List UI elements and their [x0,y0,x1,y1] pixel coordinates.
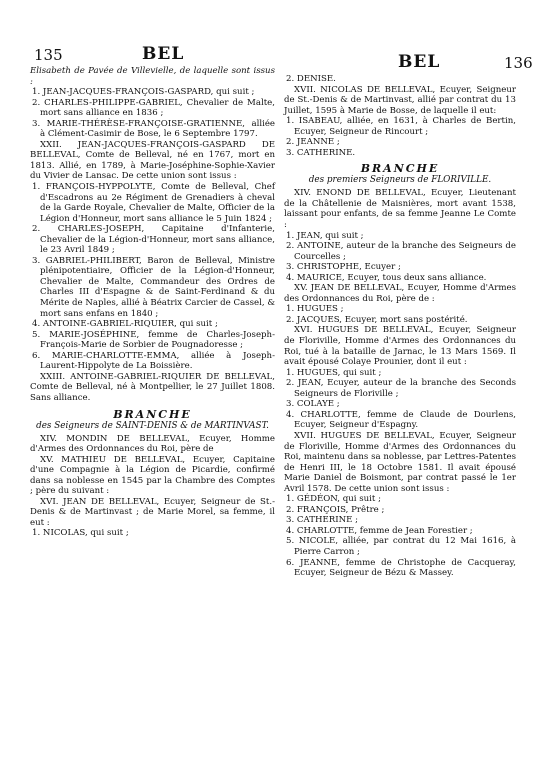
list-item: 1. HUGUES, qui suit ; [286,367,382,378]
right-text-column [284,74,516,579]
list-item: 4. MAURICE, Ecuyer, tous deux sans alliance. [286,272,487,283]
list-item: 2. CHARLES-PHILIPPE-GABRIEL, Chevalier de Malte, mort sans alliance en 1836 ; [32,97,275,119]
list-item: 2. FRANÇOIS, Prêtre ; [286,504,385,515]
list-item: 3. MARIE-THÉRÈSE-FRANÇOISE-GRATIENNE, alliée à Clément-Casimir de Bose, le 6 Septembre 1797. [32,118,275,140]
page-number-right: 136 [504,54,533,72]
list-item: 3. COLAYE ; [286,399,340,410]
section-subheading: des Seigneurs de SAINT-DENIS & de MARTINVAST. [36,420,269,431]
section-heading: BRANCHE [360,162,440,176]
list-item: 3. CHRISTOPHE, Ecuyer ; [286,262,401,273]
list-item: 4. ANTOINE-GABRIEL-RIQUIER, qui suit ; [32,319,218,330]
paragraph: XV. JEAN DE BELLEVAL, Ecuyer, Homme d'Armes des Ordonnances du Roi, père de : [284,283,516,304]
list-item: 5. NICOLE, alliée, par contrat du 12 Mai 1616, à Pierre Carron ; [286,536,516,557]
list-item: 2. CHARLES-JOSEPH, Capitaine d'Infanterie, Chevalier de la Légion-d'Honneur, mort sans alliance, le 23 Avril 1849 ; [32,224,275,256]
paragraph: XV. MATHIEU DE BELLEVAL, Ecuyer, Capitaine d'une Compagnie à la Légion de Picardie, confirmé dans sa noblesse en 1545 par la Chambre des Comptes ; père du suivant : [30,454,275,497]
paragraph: XXII. JEAN-JACQUES-FRANÇOIS-GASPARD DE BELLEVAL, Comte de Belleval, né en 1767, mort en 1813. Allié, en 1789, à Marie-Joséphine-Sophie-Xavier du Vivier de Lansac. De cette union sont issus : [30,139,275,182]
list-item: 1. FRANÇOIS-HYPPOLYTE, Comte de Belleval, Chef d'Escadrons au 2e Régiment de Grenadiers à cheval de la Garde Royale, Chevalier de Malte, Officier de la Légion d'Honneur, mort sans alliance le 5 Juin 1824 ; [32,182,275,224]
running-header [0,38,541,72]
paragraph: Elisabeth de Pavée de Villevielle, de laquelle sont issus : [30,66,275,87]
list-item: 2. JEAN, Ecuyer, auteur de la branche des Seconds Seigneurs de Floriville ; [286,378,516,399]
list-item: 1. JEAN-JACQUES-FRANÇOIS-GASPARD, qui suit ; [32,87,255,98]
list-item: 1. GÉDÉON, qui suit ; [286,494,382,505]
list-item: 3. CATHERINE ; [286,515,359,526]
paragraph: XVI. JEAN DE BELLEVAL, Ecuyer, Seigneur de St.-Denis & de Martinvast ; de Marie Morel, sa femme, il eut : [30,496,275,528]
paragraph: XVI. HUGUES DE BELLEVAL, Ecuyer, Seigneur de Floriville, Homme d'Armes des Ordonnances du Roi, tué à la bataille de Jarnac, le 13 Mars 1569. Il avait épousé Colaye Prounier, dont il eut : [284,325,516,368]
section-heading: BRANCHE [113,407,192,421]
list-item: 6. MARIE-CHARLOTTE-EMMA, alliée à Joseph-Laurent-Hippolyte de La Boissière. [32,350,275,372]
page-number-left: 135 [34,46,63,64]
list-item: 1. ISABEAU, alliée, en 1631, à Charles de Bertin, Ecuyer, Seigneur de Rincourt ; [286,116,516,137]
list-item: 3. GABRIEL-PHILIBERT, Baron de Belleval, Ministre plénipotentiaire, Officier de la Légion-d'Honneur, Chevalier de Malte, Commandeur des Ordres de Charles III d'Espagne & de Saint-Ferdinand & du Mérite de Naples, allié à Béatrix Carcier de Cassel, & mort sans enfans en 1840 ; [32,255,275,319]
list-item: 1. HUGUES ; [286,304,344,315]
list-item: 1. JEAN, qui suit ; [286,230,364,241]
list-item: 2. ANTOINE, auteur de la branche des Seigneurs de Courcelles ; [286,241,516,262]
list-item: 1. NICOLAS, qui suit ; [32,528,129,539]
list-item: 2. JACQUES, Ecuyer, mort sans postérité. [286,314,468,325]
paragraph: XXIII. ANTOINE-GABRIEL-RIQUIER DE BELLEVAL, Comte de Belleval, né à Montpellier, le 27 Juillet 1808. Sans alliance. [30,371,275,403]
list-item: 4. CHARLOTTE, femme de Claude de Dourlens, Ecuyer, Seigneur d'Espagny. [286,409,516,431]
section-subheading: des premiers Seigneurs de FLORIVILLE. [308,175,492,186]
paragraph: XIV. MONDIN DE BELLEVAL, Ecuyer, Homme d'Armes des Ordonnances du Roi, père de [30,433,275,455]
list-item: 6. JEANNE, femme de Christophe de Cacqueray, Ecuyer, Seigneur de Bézu & Massey. [286,557,516,579]
left-text-column [30,66,275,539]
paragraph: XIV. ENOND DE BELLEVAL, Ecuyer, Lieutenant de la Châtellenie de Maisnières, mort avant 1538, laissant pour enfants, de sa femme Jeanne Le Comte : [284,188,516,231]
list-item: 3. CATHERINE. [286,147,356,158]
list-item: 2. DENISE. [286,74,336,84]
list-item: 4. CHARLOTTE, femme de Jean Forestier ; [286,525,473,536]
list-item: 2. JEANNE ; [286,137,340,148]
paragraph: XVII. HUGUES DE BELLEVAL, Ecuyer, Seigneur de Floriville, Homme d'Armes des Ordonnances du Roi, maintenu dans sa noblesse, par Lettres-Patentes de Henri III, le 18 Octobre 1581. Il avait épousé Marie Daniel de Boismont, par contrat passé le 1er Avril 1578. De cette union sont issus : [284,430,516,494]
running-title-right: BEL [398,52,441,72]
list-item: 5. MARIE-JOSÉPHINE, femme de Charles-Joseph-François-Marie de Sorbier de Pougnadoresse ; [32,329,275,351]
running-title-left: BEL [142,44,185,64]
paragraph: XVII. NICOLAS DE BELLEVAL, Ecuyer, Seigneur de St.-Denis & de Martinvast, allié par contrat du 13 Juillet, 1595 à Marie de Bosse, de laquelle il eut: [284,84,516,116]
